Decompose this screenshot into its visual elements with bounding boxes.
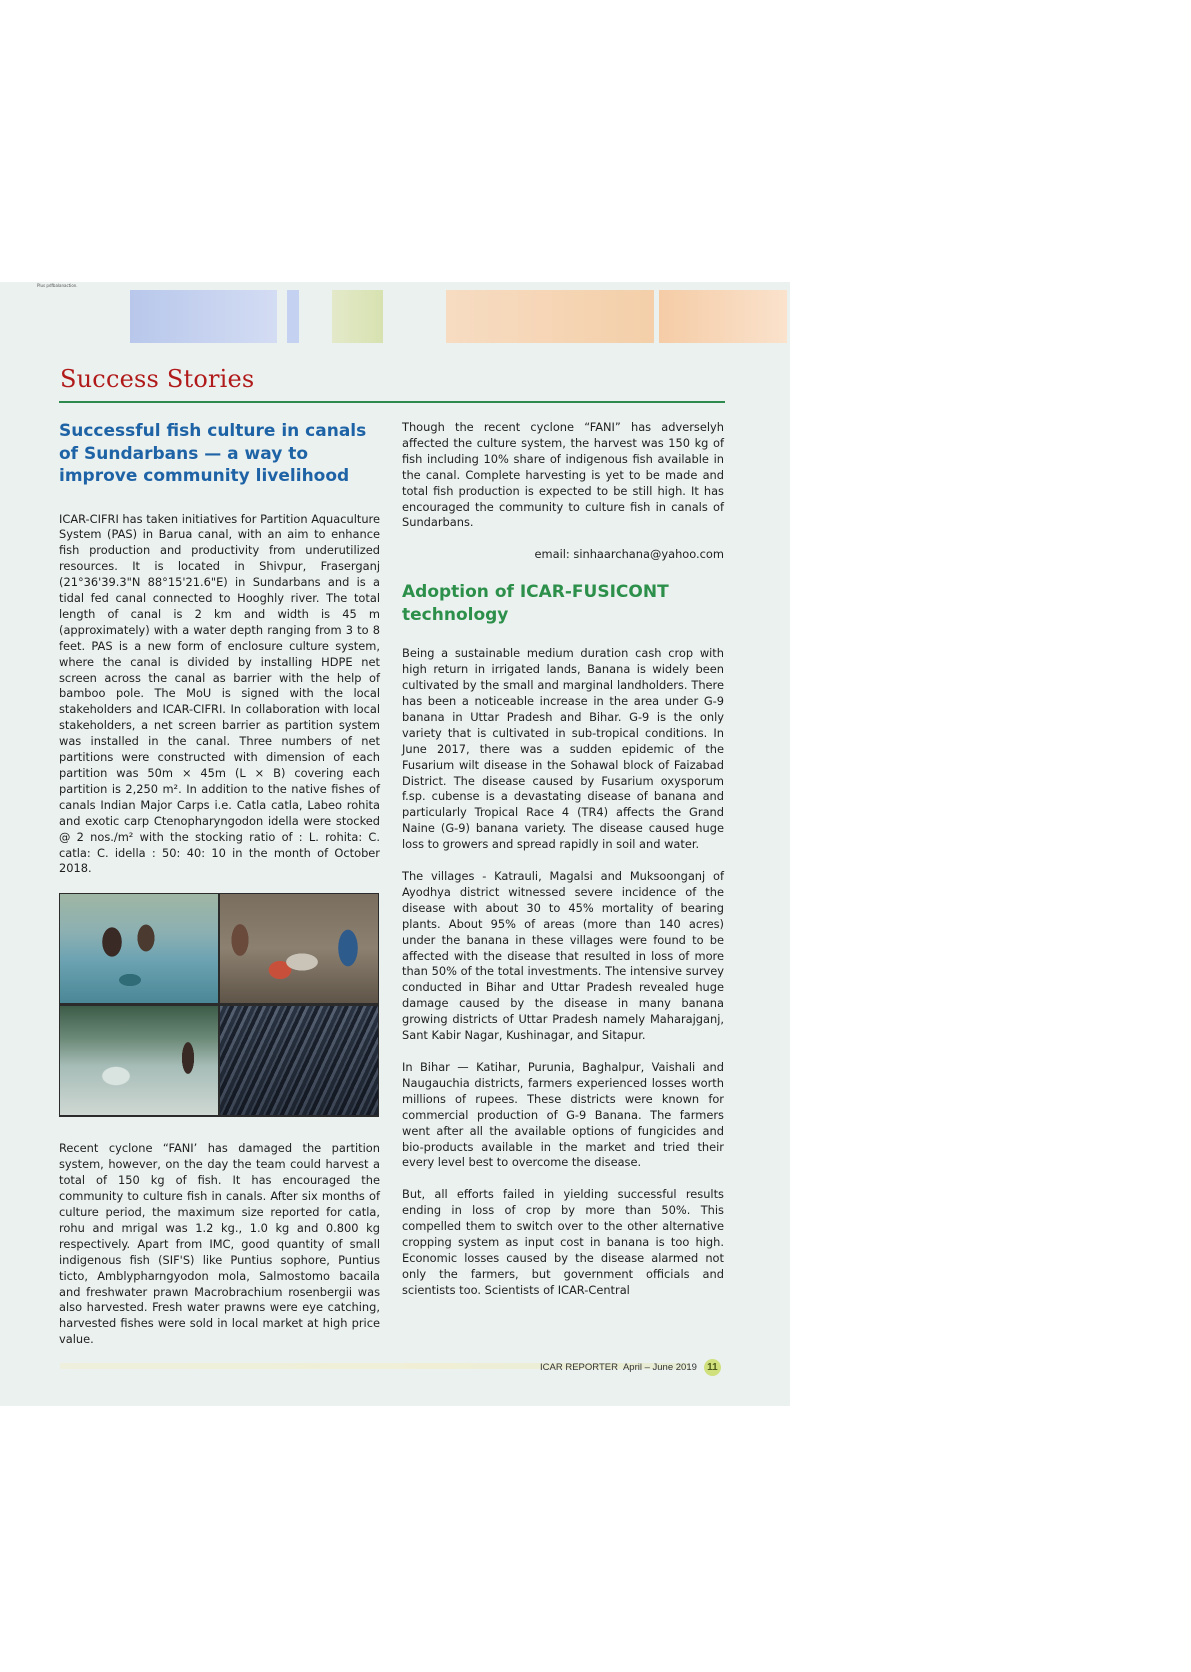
article-title: Adoption of ICAR-FUSICONT technology <box>402 582 669 625</box>
header-color-band-2 <box>287 290 299 343</box>
photo-collage <box>59 893 379 1117</box>
header-color-band-1 <box>130 290 277 343</box>
fish-catch-photo <box>220 1006 378 1115</box>
article-paragraph: But, all efforts failed in yielding successful results ending in loss of crop by more than 50%. This compelled them to switch over to the other alternative cropping system as input cost in banana is too high. Economic losses caused by the disease alarmed not only the farmers, but government officials and scientists too. Scientists of ICAR-Central <box>402 1187 724 1297</box>
article-paragraph: Being a sustainable medium duration cash crop with high return in irrigated lands, Banana is widely been cultivated by the small and marginal landholders. There has been a noticeable increase in the area under G-9 banana in Uttar Pradesh and Bihar. G-9 is the only variety that is cultivated in sub-tropical conditions. In June 2017, there was a sudden epidemic of the Fusarium wilt disease in the Sohawal block of Faizabad District. The disease caused by Fusarium oxysporum f.sp. cubense is a devastating disease of banana and particularly Tropical Race 4 (TR4) affects the Grand Naine (G-9) banana variety. The disease caused huge loss to growers and spread rapidly in soil and water. <box>402 646 724 852</box>
article-paragraph: Recent cyclone “FANI’ has damaged the partition system, however, on the day the team could harvest a total of 150 kg of fish. It has encouraged the community to culture fish in canals. After six months of culture period, the maximum size reported for catla, rohu and mrigal was 1.2 kg., 1.0 kg and 0.800 kg respectively. Apart from IMC, good quantity of small indigenous fish (SIF'S) like Puntius sophore, Puntius ticto, Amblypharngyodon mola, Salmostomo bacaila and freshwater prawn Macrobrachium rosenbergii was also harvested. Fresh water prawns were eye catching, harvested fishes were sold in local market at high price value. <box>59 1141 380 1347</box>
publication-name: ICAR REPORTER <box>540 1362 618 1373</box>
issue-date: April – June 2019 <box>622 1362 697 1373</box>
fish-sorting-photo <box>220 894 378 1003</box>
article-paragraph: Though the recent cyclone “FANI” has adverselyh affected the culture system, the harvest was 150 kg of fish including 10% share of indigenous fish available in the canal. Complete harvesting is yet to be made and total fish production is expected to be still high. It has encouraged the community to culture fish in canals of Sundarbans. <box>402 420 724 530</box>
section-divider <box>59 401 725 403</box>
left-column <box>59 420 380 1364</box>
article-paragraph: In Bihar — Katihar, Purunia, Baghalpur, Vaishali and Naugauchia districts, farmers experienced losses worth millions of rupees. These districts were known for commercial production of G-9 Banana. The farmers went after all the available options of fungicides and bio-products available in the market and tried their every level best to overcome the disease. <box>402 1060 724 1170</box>
contact-email: email: sinhaarchana@yahoo.com <box>534 547 724 562</box>
fishermen-netting-photo <box>60 894 218 1003</box>
article-title: Successful fish culture in canals of Sundarbans — a way to improve community livelihood <box>59 421 367 486</box>
section-title: Success Stories <box>60 365 255 393</box>
header-color-band-3 <box>332 290 383 343</box>
right-column <box>402 420 724 1315</box>
page-number: 11 <box>704 1359 721 1376</box>
header-color-band-4 <box>446 290 654 343</box>
article-paragraph: ICAR-CIFRI has taken initiatives for Partition Aquaculture System (PAS) in Barua canal, with an aim to enhance fish production and productivity from underutilized resources. It is located in Shivpur, Fraserganj (21°36'39.3"N 88°15'21.6"E) in Sundarbans and is a tidal fed canal connected to Hooghly river. The total length of canal is 2 km and width is 45 m (approximately) with a water depth ranging from 3 to 8 feet. PAS is a new form of enclosure culture system, where the canal is divided by installing HDPE net screen across the canal as barrier with the help of bamboo pole. The MoU is signed with the local stakeholders and ICAR-CIFRI. In collaboration with local stakeholders, a net screen barrier as partition system was installed in the canal. Three numbers of net partitions were constructed with dimension of each partition was 50m × 45m (L × B) covering each partition is 2,250 m². In addition to the native fishes of canals Indian Major Carps i.e. Catla catla, Labeo rohita and exotic carp Ctenopharyngodon idella were stocked @ 2 nos./m² with the stocking ratio of : L. rohita: C. catla: C. idella : 50: 40: 10 in the month of October 2018. <box>59 511 380 876</box>
page-footer <box>540 1359 721 1376</box>
header-color-band-5 <box>659 290 787 343</box>
print-note: Plus pdfbalanaction. <box>37 283 78 288</box>
article-paragraph: The villages - Katrauli, Magalsi and Muksoonganj of Ayodhya district witnessed severe incidence of the disease with about 30 to 45% mortality of bearing plants. About 95% of areas (more than 140 acres) under the banana in these villages were found to be affected with the disease that resulted in loss of more than 50% of the total investments. The intensive survey conducted in Bihar and Uttar Pradesh revealed huge damage caused by the disease in many banana growing districts of Uttar Pradesh namely Maharajganj, Sant Kabir Nagar, Kushinagar, and Sitapur. <box>402 869 724 1043</box>
canal-harvest-photo <box>60 1006 218 1115</box>
